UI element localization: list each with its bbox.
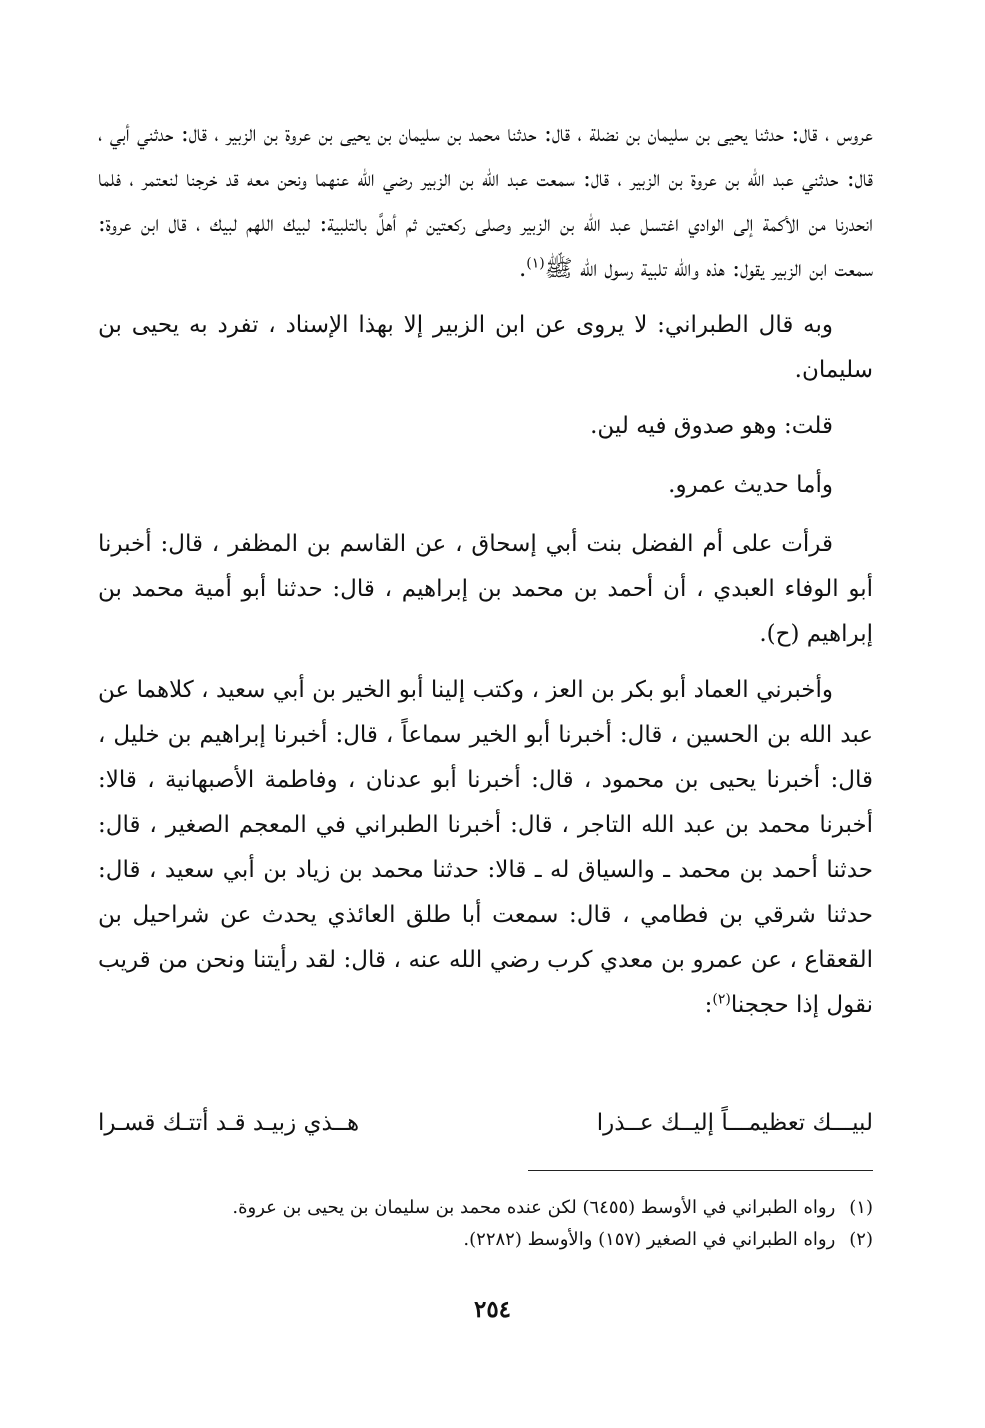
footnote-1 [98, 1192, 873, 1224]
paragraph-6 [98, 668, 873, 1028]
paragraph-1-end: . [518, 256, 527, 282]
paragraph-3: قلت: وهو صدوق فيه لين. [590, 413, 833, 439]
footnote-1-number: (١) [849, 1197, 873, 1218]
footnote-1-text: رواه الطبراني في الأوسط (٦٤٥٥) لكن عنده محمد بن سليمان بن يحيى بن عروة. [232, 1197, 836, 1218]
main-text [98, 112, 873, 1039]
paragraph-2: وبه قال الطبراني: لا يروى عن ابن الزبير إلا بهذا الإسناد ، تفرد به يحيى بن سليمان. [98, 312, 873, 383]
paragraph-1-text: عروس ، قال: حدثنا يحيى بن سليمان بن نضلة ، قال: حدثنا محمد بن سليمان بن يحيى بن عروة بن الزبير ، قال: حدثني أبي ، قال: حدثني عبد الله بن عروة بن الزبير ، قال: سمعت عبد الله بن الزبير رضي الله عنهما ونحن معه قد خرجنا لنعتمر ، فلما انحدرنا من الأكمة إلى الوادي اغتسل عبد الله بن الزبير وصلى ركعتين ثم أهلَّ بالتلبية: لبيك اللهم لبيك ، قال ابن عروة: سمعت ابن الزبير يقول: هذه والله تلبية رسول الله ﷺ [98, 121, 873, 282]
page-number: ٢٥٤ [473, 1296, 512, 1323]
footnote-2-text: رواه الطبراني في الصغير (١٥٧) والأوسط (٢٢٨٢). [463, 1229, 836, 1250]
footnote-2-number: (٢) [849, 1229, 873, 1250]
footnote-separator [528, 1170, 873, 1171]
footnote-ref-2[interactable]: (٢) [712, 991, 731, 1008]
paragraph-4: وأما حديث عمرو. [668, 472, 833, 498]
poem-second-hemistich: هــذي زبيـد قـد أتتـك قسـرا [98, 1110, 360, 1136]
poem-first-hemistich: لبيـــك تعظيمـــاً إليــك عــذرا [596, 1110, 873, 1136]
poem-verse [98, 1101, 873, 1145]
footnote-2 [98, 1224, 873, 1256]
footnote-ref-1[interactable]: (١) [526, 255, 545, 272]
paragraph-5: قرأت على أم الفضل بنت أبي إسحاق ، عن القاسم بن المظفر ، قال: أخبرنا أبو الوفاء العبدي ، أن أحمد بن محمد بن إبراهيم ، قال: حدثنا أبو أمية محمد بن إبراهيم (ح). [98, 531, 873, 647]
paragraph-6-text: وأخبرني العماد أبو بكر بن العز ، وكتب إلينا أبو الخير بن أبي سعيد ، كلاهما عن عبد الله بن الحسين ، قال: أخبرنا أبو الخير سماعاً ، قال: أخبرنا إبراهيم بن خليل ، قال: أخبرنا يحيى بن محمود ، قال: أخبرنا أبو عدنان ، وفاطمة الأصبهانية ، قالا: أخبرنا محمد بن عبد الله التاجر ، قال: أخبرنا الطبراني في المعجم الصغير ، قال: حدثنا أحمد بن محمد ـ والسياق له ـ قالا: حدثنا محمد بن زياد بن أبي سعيد ، قال: حدثنا شرقي بن فطامي ، قال: سمعت أبا طلق العائذي يحدث عن شراحيل بن القعقاع ، عن عمرو بن معدي كرب رضي الله عنه ، قال: لقد رأيتنا ونحن من قريب نقول إذا حججنا [98, 677, 873, 1018]
footnotes [98, 1192, 873, 1256]
paragraph-1 [98, 112, 873, 292]
paragraph-6-end: : [704, 992, 713, 1018]
